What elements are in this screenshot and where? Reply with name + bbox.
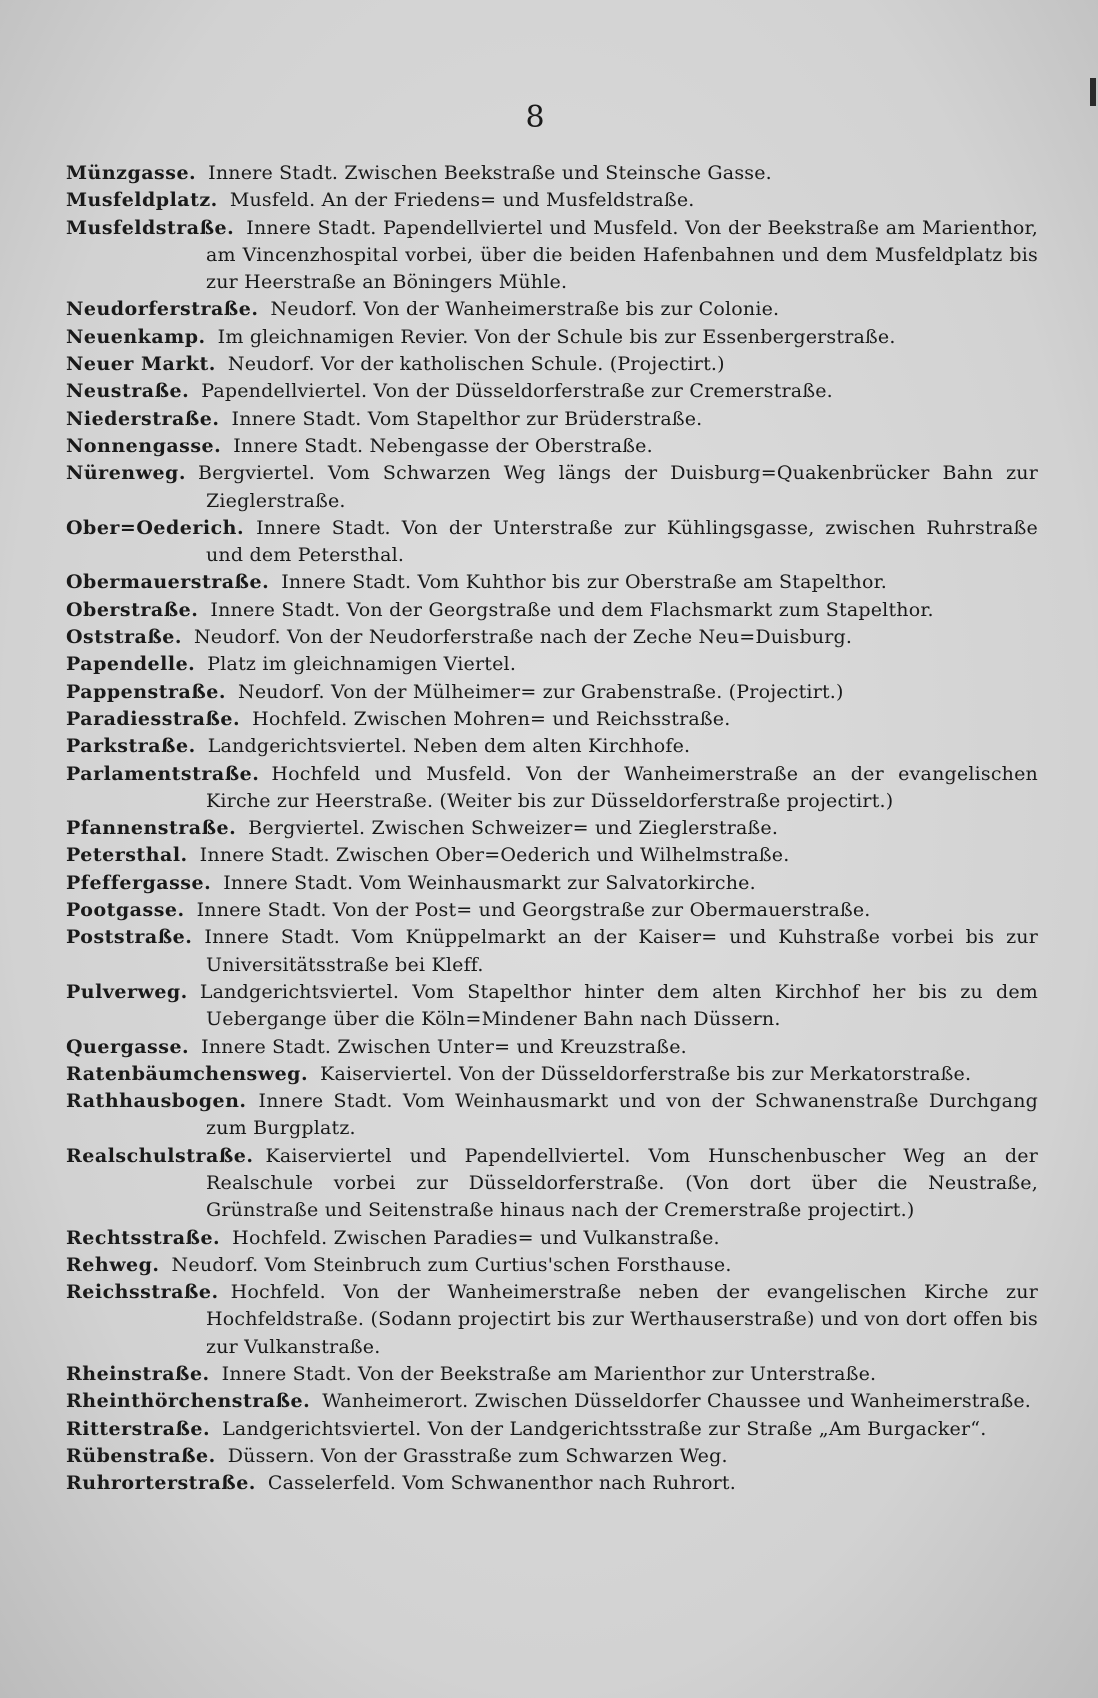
- entry-term: Ruhrorterstraße.: [66, 1472, 256, 1495]
- entry-term: Petersthal.: [66, 844, 188, 867]
- index-entry: [66, 1443, 1038, 1470]
- index-entry: [66, 1470, 1038, 1497]
- entry-description: Innere Stadt. Vom Stapelthor zur Brüderstraße.: [231, 407, 703, 430]
- entry-term: Niederstraße.: [66, 407, 220, 430]
- entry-description: Innere Stadt. Papendellviertel und Musfeld. Von der Beekstraße am Marienthor, am Vincenzhospital vorbei, über die beiden Hafenbahnen und dem Musfeldplatz bis zur Heerstraße an Böningers Mühle.: [206, 216, 1038, 294]
- index-entry: [66, 1088, 1038, 1143]
- entry-description: Hochfeld. Zwischen Paradies= und Vulkanstraße.: [232, 1226, 720, 1249]
- entry-description: Kaiserviertel und Papendellviertel. Vom Hunschenbuscher Weg an der Realschule vorbei zur Düsseldorferstraße. (Von dort über die Neustraße, Grünstraße und Seitenstraße hinaus nach der Cremerstraße projectirt.): [206, 1144, 1038, 1222]
- entry-term: Pfeffergasse.: [66, 871, 212, 894]
- entry-description: Bergviertel. Vom Schwarzen Weg längs der Duisburg=Quakenbrücker Bahn zur Zieglerstraße.: [197, 462, 1038, 512]
- entry-description: Neudorf. Von der Neudorferstraße nach der Zeche Neu=Duisburg.: [193, 626, 853, 649]
- entry-term: Pootgasse.: [66, 899, 185, 922]
- entry-term: Rheinstraße.: [66, 1363, 210, 1386]
- entry-term: Pappenstraße.: [66, 680, 226, 703]
- entry-description: Neudorf. Von der Wanheimerstraße bis zur Colonie.: [270, 298, 780, 321]
- index-entry: [66, 1143, 1038, 1225]
- entry-description: Innere Stadt. Vom Weinhausmarkt zur Salvatorkirche.: [223, 871, 756, 894]
- index-entry: [66, 842, 1038, 869]
- entry-description: Innere Stadt. Zwischen Unter= und Kreuzstraße.: [201, 1035, 687, 1058]
- entry-term: Oberstraße.: [66, 598, 199, 621]
- entry-description: Papendellviertel. Von der Düsseldorferstraße zur Cremerstraße.: [201, 380, 833, 403]
- entry-description: Neudorf. Vom Steinbruch zum Curtius'schen Forsthause.: [171, 1253, 732, 1276]
- entry-term: Nonnengasse.: [66, 434, 222, 457]
- index-entry: [66, 1061, 1038, 1088]
- index-entry: [66, 187, 1038, 214]
- index-entry: [66, 706, 1038, 733]
- entry-term: Neuer Markt.: [66, 353, 216, 376]
- entry-description: Hochfeld. Von der Wanheimerstraße neben der evangelischen Kirche zur Hochfeldstraße. (Sodann projectirt bis zur Werthauserstraße) und von dort offen bis zur Vulkanstraße.: [206, 1281, 1038, 1358]
- entry-term: Ratenbäumchensweg.: [66, 1062, 309, 1085]
- index-entry: [66, 897, 1038, 924]
- entry-description: Musfeld. An der Friedens= und Musfeldstraße.: [229, 189, 695, 212]
- entry-term: Ritterstraße.: [66, 1417, 211, 1440]
- index-entry: [66, 1416, 1038, 1443]
- index-entry: [66, 1388, 1038, 1415]
- entry-description: Innere Stadt. Von der Beekstraße am Marienthor zur Unterstraße.: [221, 1363, 877, 1386]
- index-entry: [66, 651, 1038, 678]
- entry-term: Ober=Oederich.: [66, 516, 245, 539]
- entry-description: Neudorf. Von der Mülheimer= zur Grabenstraße. (Projectirt.): [238, 680, 844, 703]
- entry-term: Rechtsstraße.: [66, 1226, 221, 1249]
- entry-description: Innere Stadt. Vom Weinhausmarkt und von der Schwanenstraße Durchgang zum Burgplatz.: [206, 1090, 1038, 1140]
- index-entry: [66, 679, 1038, 706]
- entry-description: Landgerichtsviertel. Neben dem alten Kirchhofe.: [207, 735, 691, 758]
- entry-term: Parlamentstraße.: [66, 762, 260, 785]
- entry-term: Musfeldplatz.: [66, 189, 218, 212]
- index-entry: [66, 1279, 1038, 1361]
- index-entry: [66, 515, 1038, 570]
- index-entry: [66, 351, 1038, 378]
- entry-term: Pulverweg.: [66, 980, 188, 1003]
- index-entry: [66, 160, 1038, 187]
- index-entry: [66, 324, 1038, 351]
- index-entry: [66, 296, 1038, 323]
- entry-term: Rehweg.: [66, 1253, 160, 1276]
- entry-term: Paradiesstraße.: [66, 707, 241, 730]
- entry-description: Casselerfeld. Vom Schwanenthor nach Ruhrort.: [267, 1472, 736, 1495]
- index-entry: [66, 815, 1038, 842]
- index-entry: [66, 1361, 1038, 1388]
- entry-term: Rübenstraße.: [66, 1444, 216, 1467]
- entry-term: Rathhausbogen.: [66, 1090, 247, 1113]
- entry-description: Düssern. Von der Grasstraße zum Schwarzen Weg.: [227, 1444, 728, 1467]
- entry-term: Oststraße.: [66, 626, 182, 649]
- entry-description: Kaiserviertel. Von der Düsseldorferstraße bis zur Merkatorstraße.: [320, 1062, 972, 1085]
- index-entry: [66, 460, 1038, 515]
- entry-description: Neudorf. Vor der katholischen Schule. (Projectirt.): [227, 353, 725, 376]
- entry-description: Wanheimerort. Zwischen Düsseldorfer Chaussee und Wanheimerstraße.: [322, 1390, 1032, 1413]
- index-entry: [66, 870, 1038, 897]
- entry-description: Innere Stadt. Von der Unterstraße zur Kühlingsgasse, zwischen Ruhrstraße und dem Petersthal.: [206, 516, 1038, 567]
- page-edge-mark: [1090, 78, 1096, 106]
- entry-description: Bergviertel. Zwischen Schweizer= und Zieglerstraße.: [248, 817, 779, 840]
- entry-term: Münzgasse.: [66, 162, 197, 184]
- entry-description: Innere Stadt. Vom Knüppelmarkt an der Kaiser= und Kuhstraße vorbei bis zur Universitätsstraße bei Kleff.: [204, 926, 1038, 976]
- index-entry: [66, 979, 1038, 1034]
- entry-description: Innere Stadt. Von der Georgstraße und dem Flachsmarkt zum Stapelthor.: [210, 598, 934, 621]
- entry-term: Poststraße.: [66, 926, 193, 949]
- index-entry: [66, 378, 1038, 405]
- entry-description: Landgerichtsviertel. Von der Landgerichtsstraße zur Straße „Am Burgacker“.: [222, 1417, 987, 1440]
- entry-description: Hochfeld. Zwischen Mohren= und Reichsstraße.: [252, 707, 731, 730]
- index-entry: [66, 1252, 1038, 1279]
- index-entry: [66, 406, 1038, 433]
- street-index: [66, 160, 1038, 1498]
- entry-term: Obermauerstraße.: [66, 571, 270, 594]
- entry-term: Quergasse.: [66, 1035, 190, 1058]
- entry-term: Reichsstraße.: [66, 1281, 219, 1304]
- entry-term: Nürenweg.: [66, 462, 186, 485]
- entry-term: Neuenkamp.: [66, 325, 206, 348]
- index-entry: [66, 1034, 1038, 1061]
- entry-term: Neustraße.: [66, 380, 190, 403]
- index-entry: [66, 433, 1038, 460]
- index-entry: [66, 624, 1038, 651]
- index-entry: [66, 733, 1038, 760]
- page-number: 8: [525, 100, 545, 135]
- entry-description: Landgerichtsviertel. Vom Stapelthor hinter dem alten Kirchhof her bis zu dem Uebergange über die Köln=Mindener Bahn nach Düssern.: [199, 980, 1038, 1031]
- entry-description: Innere Stadt. Zwischen Beekstraße und Steinsche Gasse.: [208, 162, 772, 184]
- index-entry: [66, 761, 1038, 816]
- entry-term: Papendelle.: [66, 653, 196, 676]
- entry-description: Innere Stadt. Von der Post= und Georgstraße zur Obermauerstraße.: [196, 899, 871, 922]
- index-entry: [66, 1225, 1038, 1252]
- index-entry: [66, 215, 1038, 297]
- entry-term: Neudorferstraße.: [66, 298, 259, 321]
- index-entry: [66, 597, 1038, 624]
- entry-description: Innere Stadt. Zwischen Ober=Oederich und Wilhelmstraße.: [199, 844, 790, 867]
- entry-description: Innere Stadt. Nebengasse der Oberstraße.: [233, 434, 653, 457]
- entry-description: Hochfeld und Musfeld. Von der Wanheimerstraße an der evangelischen Kirche zur Heerstraße. (Weiter bis zur Düsseldorferstraße projectirt.): [206, 762, 1038, 812]
- entry-term: Realschulstraße.: [66, 1144, 254, 1167]
- entry-description: Platz im gleichnamigen Viertel.: [207, 653, 517, 676]
- index-entry: [66, 924, 1038, 979]
- index-entry: [66, 569, 1038, 596]
- entry-term: Rheinthörchenstraße.: [66, 1390, 311, 1413]
- entry-term: Musfeldstraße.: [66, 216, 235, 239]
- entry-description: Innere Stadt. Vom Kuhthor bis zur Oberstraße am Stapelthor.: [281, 571, 888, 594]
- entry-term: Pfannenstraße.: [66, 817, 237, 840]
- entry-term: Parkstraße.: [66, 735, 196, 758]
- entry-description: Im gleichnamigen Revier. Von der Schule bis zur Essenbergerstraße.: [217, 325, 896, 348]
